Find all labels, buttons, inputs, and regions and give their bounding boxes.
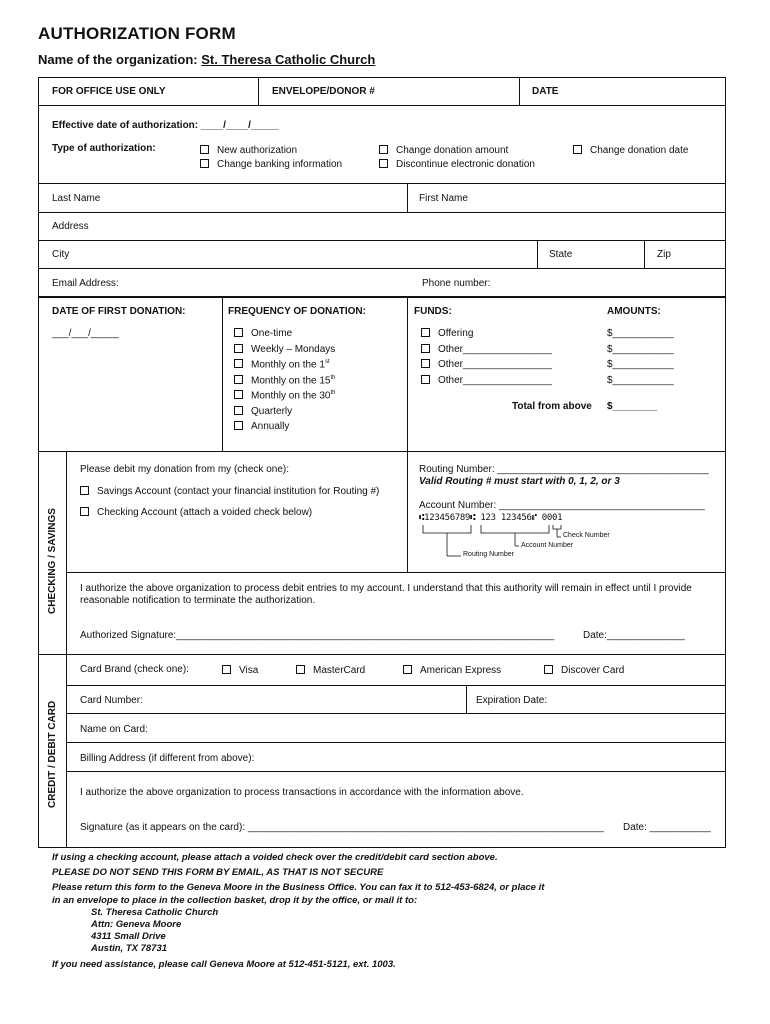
first-donation-date-field[interactable]: ___/___/_____	[52, 328, 119, 339]
checkbox-icon	[234, 390, 243, 399]
freq-one-time-checkbox[interactable]	[234, 328, 292, 339]
freq-label: Monthly on the 30	[251, 390, 331, 402]
freq-label: One-time	[251, 328, 293, 339]
card-signature-field[interactable]: Signature (as it appears on the card): ________________________________________________________________	[80, 822, 604, 833]
freq-weekly-checkbox[interactable]	[234, 344, 335, 355]
change-amount-checkbox[interactable]	[379, 145, 508, 156]
type-of-authorization-label: Type of authorization:	[52, 143, 156, 154]
footer-note-return: Please return this form to the Geneva Moore in the Business Office. You can fax it to 512-453-6824, or place it	[52, 882, 545, 893]
city-field[interactable]: City	[52, 249, 70, 260]
check-number-caption: Check Number	[563, 532, 610, 539]
freq-label: Quarterly	[251, 406, 293, 417]
checkbox-icon	[234, 344, 243, 353]
discontinue-checkbox[interactable]	[379, 159, 535, 170]
freq-monthly-1-checkbox[interactable]	[234, 359, 330, 370]
freq-quarterly-checkbox[interactable]	[234, 406, 292, 417]
checking-savings-side-label: CHECKING / SAVINGS	[47, 508, 58, 614]
footer-note-assistance: If you need assistance, please call Geneva Moore at 512-451-5121, ext. 1003.	[52, 959, 396, 970]
new-authorization-checkbox[interactable]	[200, 145, 297, 156]
checking-label: Checking Account (attach a voided check below)	[97, 507, 313, 518]
zip-field[interactable]: Zip	[657, 249, 671, 260]
freq-label: Weekly – Mondays	[251, 344, 336, 355]
divider	[407, 451, 408, 572]
change-banking-label: Change banking information	[217, 159, 343, 170]
freq-annually-checkbox[interactable]	[234, 421, 289, 432]
amex-checkbox[interactable]	[403, 665, 501, 676]
checkbox-icon	[421, 375, 430, 384]
checkbox-icon	[403, 665, 412, 674]
checkbox-icon	[200, 159, 209, 168]
freq-label: Monthly on the 15	[251, 375, 331, 387]
checkbox-icon	[234, 406, 243, 415]
checkbox-icon	[80, 507, 89, 516]
mastercard-label: MasterCard	[313, 665, 366, 676]
change-date-checkbox[interactable]	[573, 145, 688, 156]
address-field[interactable]: Address	[52, 221, 89, 232]
mastercard-checkbox[interactable]	[296, 665, 365, 676]
checkbox-icon	[80, 486, 89, 495]
checkbox-icon	[421, 359, 430, 368]
divider	[66, 742, 726, 743]
fund-label: Other________________	[438, 344, 552, 355]
state-field[interactable]: State	[549, 249, 573, 260]
checkbox-icon	[544, 665, 553, 674]
divider	[66, 771, 726, 772]
fund-other-3-checkbox[interactable]	[421, 375, 552, 386]
checking-account-checkbox[interactable]	[80, 507, 312, 518]
routing-number-field[interactable]: Routing Number: ______________________________________	[419, 464, 709, 475]
checkbox-icon	[379, 145, 388, 154]
frequency-label: FREQUENCY OF DONATION:	[228, 306, 366, 317]
expiration-date-field[interactable]: Expiration Date:	[476, 695, 548, 706]
checkbox-icon	[379, 159, 388, 168]
ordinal-suffix: st	[324, 359, 330, 365]
authorized-signature-field[interactable]: Authorized Signature:____________________________________________________________________	[80, 630, 555, 641]
checkbox-icon	[421, 328, 430, 337]
divider	[537, 240, 538, 268]
divider	[66, 451, 67, 655]
mailing-address-line-2: Attn: Geneva Moore	[91, 919, 182, 930]
change-amount-label: Change donation amount	[396, 145, 509, 156]
freq-monthly-15-checkbox[interactable]	[234, 375, 336, 386]
organization-name: St. Theresa Catholic Church	[201, 52, 376, 67]
card-date-field[interactable]: Date: ___________	[623, 822, 711, 833]
savings-account-checkbox[interactable]	[80, 486, 379, 497]
checkbox-icon	[222, 665, 231, 674]
change-date-label: Change donation date	[590, 145, 689, 156]
amount-field-3[interactable]: $___________	[607, 359, 674, 370]
fund-label: Offering	[438, 328, 474, 339]
savings-label: Savings Account (contact your financial institution for Routing #)	[97, 486, 380, 497]
organization-line	[38, 52, 375, 67]
divider	[466, 685, 467, 713]
amount-field-4[interactable]: $___________	[607, 375, 674, 386]
discover-checkbox[interactable]	[544, 665, 624, 676]
footer-note-checking: If using a checking account, please attach a voided check over the credit/debit card section above.	[52, 852, 498, 863]
checking-savings-box	[38, 451, 726, 655]
visa-label: Visa	[239, 665, 259, 676]
divider	[407, 183, 408, 212]
amounts-label: AMOUNTS:	[607, 306, 661, 317]
fund-label: Other________________	[438, 375, 552, 386]
credit-debit-side-label: CREDIT / DEBIT CARD	[47, 700, 58, 808]
mailing-address-line-1: St. Theresa Catholic Church	[91, 907, 219, 918]
routing-number-caption: Routing Number	[463, 551, 514, 558]
footer-note-envelope: in an envelope to place in the collection basket, drop it by the office, or mail it to:	[52, 895, 418, 906]
first-donation-label: DATE OF FIRST DONATION:	[52, 306, 186, 317]
divider	[38, 212, 726, 213]
card-number-field[interactable]: Card Number:	[80, 695, 143, 706]
freq-monthly-30-checkbox[interactable]	[234, 390, 336, 401]
divider	[519, 77, 520, 106]
total-field[interactable]: $________	[607, 401, 658, 412]
first-name-field[interactable]: First Name	[419, 193, 468, 204]
funds-label: FUNDS:	[414, 306, 452, 317]
divider	[258, 77, 259, 106]
organization-label: Name of the organization:	[38, 52, 198, 67]
checkbox-icon	[421, 344, 430, 353]
change-banking-checkbox[interactable]	[200, 159, 342, 170]
divider	[38, 268, 726, 269]
divider	[407, 297, 408, 452]
discontinue-label: Discontinue electronic donation	[396, 159, 535, 170]
ordinal-suffix: th	[330, 375, 336, 381]
effective-date-field[interactable]: Effective date of authorization: ____/____/_____	[52, 120, 279, 131]
name-on-card-field[interactable]: Name on Card:	[80, 724, 148, 735]
credit-card-box	[38, 654, 726, 848]
fund-other-1-checkbox[interactable]	[421, 344, 552, 355]
checking-date-field[interactable]: Date:______________	[583, 630, 685, 641]
divider	[66, 572, 726, 573]
envelope-donor-field[interactable]: ENVELOPE/DONOR #	[272, 86, 375, 97]
discover-label: Discover Card	[561, 665, 625, 676]
checkbox-icon	[234, 375, 243, 384]
total-label: Total from above	[512, 401, 592, 412]
checkbox-icon	[573, 145, 582, 154]
debit-authorization-text: I authorize the above organization to process debit entries to my account. I understand that this authority will remain in effect until I provide reasonable notification to terminate the authorization.	[80, 583, 692, 606]
freq-label: Monthly on the 1	[251, 359, 325, 371]
divider	[66, 713, 726, 714]
billing-address-field[interactable]: Billing Address (if different from above):	[80, 753, 255, 764]
fund-other-2-checkbox[interactable]	[421, 359, 552, 370]
amount-field-1[interactable]: $___________	[607, 328, 674, 339]
amex-label: American Express	[420, 665, 502, 676]
new-authorization-label: New authorization	[217, 145, 298, 156]
checkbox-icon	[234, 359, 243, 368]
divider	[644, 240, 645, 268]
form-title: AUTHORIZATION FORM	[38, 24, 236, 43]
checkbox-icon	[296, 665, 305, 674]
ordinal-suffix: th	[330, 390, 336, 396]
card-authorization-text: I authorize the above organization to process transactions in accordance with the information above.	[80, 787, 524, 798]
office-date-field[interactable]: DATE	[532, 86, 559, 97]
fund-offering-checkbox[interactable]	[421, 328, 473, 339]
visa-checkbox[interactable]	[222, 665, 258, 676]
checkbox-icon	[234, 328, 243, 337]
check-diagram	[419, 523, 619, 563]
email-field[interactable]: Email Address:	[52, 278, 119, 289]
card-brand-label: Card Brand (check one):	[80, 664, 189, 675]
freq-label: Annually	[251, 421, 290, 432]
account-number-field[interactable]: Account Number: _____________________________________	[419, 500, 705, 511]
last-name-field[interactable]: Last Name	[52, 193, 101, 204]
debit-prompt: Please debit my donation from my (check one):	[80, 464, 289, 475]
checkbox-icon	[234, 421, 243, 430]
check-micr-line: ⑆123456789⑆ 123 123456⑈ 0001	[419, 513, 563, 523]
divider	[222, 297, 223, 452]
routing-note: Valid Routing # must start with 0, 1, 2, or 3	[419, 476, 620, 487]
mailing-address-line-4: Austin, TX 78731	[91, 943, 168, 954]
footer-note-no-email: PLEASE DO NOT SEND THIS FORM BY EMAIL, AS THAT IS NOT SECURE	[52, 867, 384, 878]
account-number-caption: Account Number	[521, 542, 574, 549]
office-use-label: FOR OFFICE USE ONLY	[52, 86, 166, 97]
mailing-address-line-3: 4311 Small Drive	[91, 931, 166, 942]
phone-field[interactable]: Phone number:	[422, 278, 491, 289]
checkbox-icon	[200, 145, 209, 154]
divider	[66, 685, 726, 686]
divider	[66, 654, 67, 848]
divider	[38, 240, 726, 241]
amount-field-2[interactable]: $___________	[607, 344, 674, 355]
fund-label: Other________________	[438, 359, 552, 370]
